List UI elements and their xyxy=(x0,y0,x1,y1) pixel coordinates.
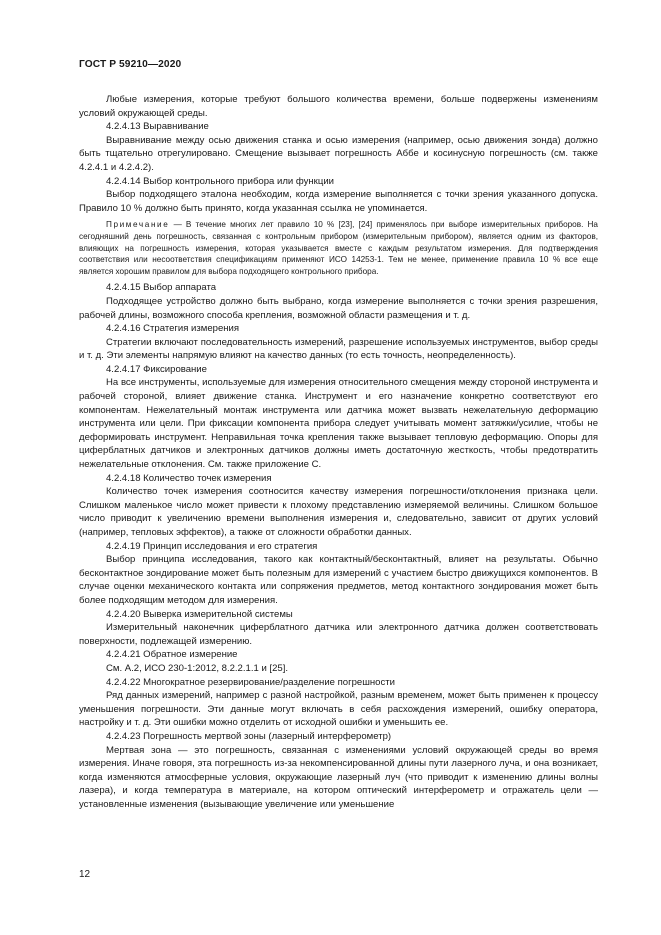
section-heading: 4.2.4.13 Выравнивание xyxy=(106,121,209,133)
paragraph: Стратегии включают последовательность измерений, разрешение используемых инструментов, выбор среды и т. д. Эти элементы напрямую влияют на качество данных (то есть точность, неопределенность). xyxy=(79,336,598,362)
note-block xyxy=(79,219,598,277)
section-heading: 4.2.4.19 Принцип исследования и его стратегия xyxy=(106,540,318,552)
section-heading: 4.2.4.17 Фиксирование xyxy=(106,363,207,375)
page-number: 12 xyxy=(79,869,91,880)
section-heading: 4.2.4.22 Многократное резервирование/разделение погрешности xyxy=(106,676,395,688)
note-text: — В течение многих лет правило 10 % [23], [24] применялось при выборе измерительных приборов. На сегодняшний день погрешность, связанная с контрольным прибором (измерительным прибором), является одним из факторов, влияющих на погрешность измерения, которая указывается вместе с каждым результатом измерения. Для подтверждения соответствия или несоответствия спецификациям применяют ИСО 14253-1. Тем не менее, применение правила 10 % все еще является хорошим правилом для выбора подходящего контрольного прибора. xyxy=(79,220,598,276)
paragraph: Подходящее устройство должно быть выбрано, когда измерение выполняется с точки зрения разрешения, рабочей длины, возможного способа крепления, возможной области размещения и т. д. xyxy=(79,295,598,321)
document-body xyxy=(79,93,598,811)
section-heading: 4.2.4.14 Выбор контрольного прибора или функции xyxy=(106,175,334,187)
note-label: Примечание xyxy=(106,220,170,230)
section-heading: 4.2.4.23 Погрешность мертвой зоны (лазерный интерферометр) xyxy=(106,730,392,742)
section-heading: 4.2.4.15 Выбор аппарата xyxy=(106,282,217,294)
paragraph: См. А.2, ИСО 230-1:2012, 8.2.2.1.1 и [25]. xyxy=(106,662,289,674)
paragraph: Мертвая зона — это погрешность, связанная с изменениями условий окружающей среды во время измерения. Иначе говоря, эта погрешность из-за некомпенсированной длины пути лазерного луча, и она возникает, когда изменяются атмосферные условия, окружающие лазерный луч (что приводит к изменению длины волны лазера), и когда температура в материале, на котором оптический интерферометр и отражатель цели — установленные изменения (вызывающие увеличение или уменьшение xyxy=(79,744,598,810)
section-heading: 4.2.4.21 Обратное измерение xyxy=(106,649,238,661)
paragraph: Выравнивание между осью движения станка и осью измерения (например, осью движения зонда) должно быть тщательно отрегулировано. Смещение вызывает погрешность Аббе и косинусную погрешность (см. также 4.2.4.1 и 4.2.4.2). xyxy=(79,134,598,173)
paragraph: Ряд данных измерений, например с разной настройкой, разным временем, может быть применен к процессу уменьшения погрешности. Эти данные могут включать в себя расхождения измерений, ошибку оператора, настройку и т. д. Эти ошибки можно отделить от исходной ошибки и уменьшить ее. xyxy=(79,690,598,729)
section-heading: 4.2.4.18 Количество точек измерения xyxy=(106,472,272,484)
paragraph: Измерительный наконечник циферблатного датчика или электронного датчика должен соответствовать поверхности, подлежащей измерению. xyxy=(79,622,598,647)
paragraph: Количество точек измерения соотносится качеству измерения погрешности/отклонения признака цели. Слишком маленькое число может привести к плохому представлению измеряемой величины. Слишком большое число приводит к увеличению времени выполнения измерения и, следовательно, зависит от других условий (например, тепловых эффектов), а также от сложности обработки данных. xyxy=(79,486,598,538)
paragraph: На все инструменты, используемые для измерения относительного смещения между стороной инструмента и рабочей стороной, влияет движение станка. Инструмент и его назначение конкретно соответствуют его компонентам. Нежелательный монтаж инструмента или датчика может вызвать нежелательную деформацию инструмента или цели. При фиксации компонента прибора следует учитывать момент затяжки/усилие, чтобы не деформировать инструмент. Неправильная точка крепления также вызывает тепловую деформацию. Опоры для циферблатных датчиков и электронных датчиков должны иметь достаточную жесткость, чтобы предотвратить нежелательные отклонения. См. также приложение С. xyxy=(79,377,598,471)
paragraph: Любые измерения, которые требуют большого количества времени, больше подвержены изменениям условий окружающей среды. xyxy=(79,94,598,119)
document-header: ГОСТ Р 59210—2020 xyxy=(79,59,182,70)
paragraph: Выбор подходящего эталона необходим, когда измерение выполняется с точки зрения указанного допуска. Правило 10 % должно быть принято, когда указанная ссылка не упоминается. xyxy=(79,189,598,214)
section-heading: 4.2.4.20 Выверка измерительной системы xyxy=(106,608,293,620)
paragraph: Выбор принципа исследования, такого как контактный/бесконтактный, влияет на результаты. Обычно бесконтактное зондирование может быть полезным для измерений с участием быстро движущихся компонентов. В случае оценки механического контакта или сопряжения предметов, метод контактного зондирования может быть более подходящим методом для измерения. xyxy=(79,554,598,606)
section-heading: 4.2.4.16 Стратегия измерения xyxy=(106,323,240,335)
